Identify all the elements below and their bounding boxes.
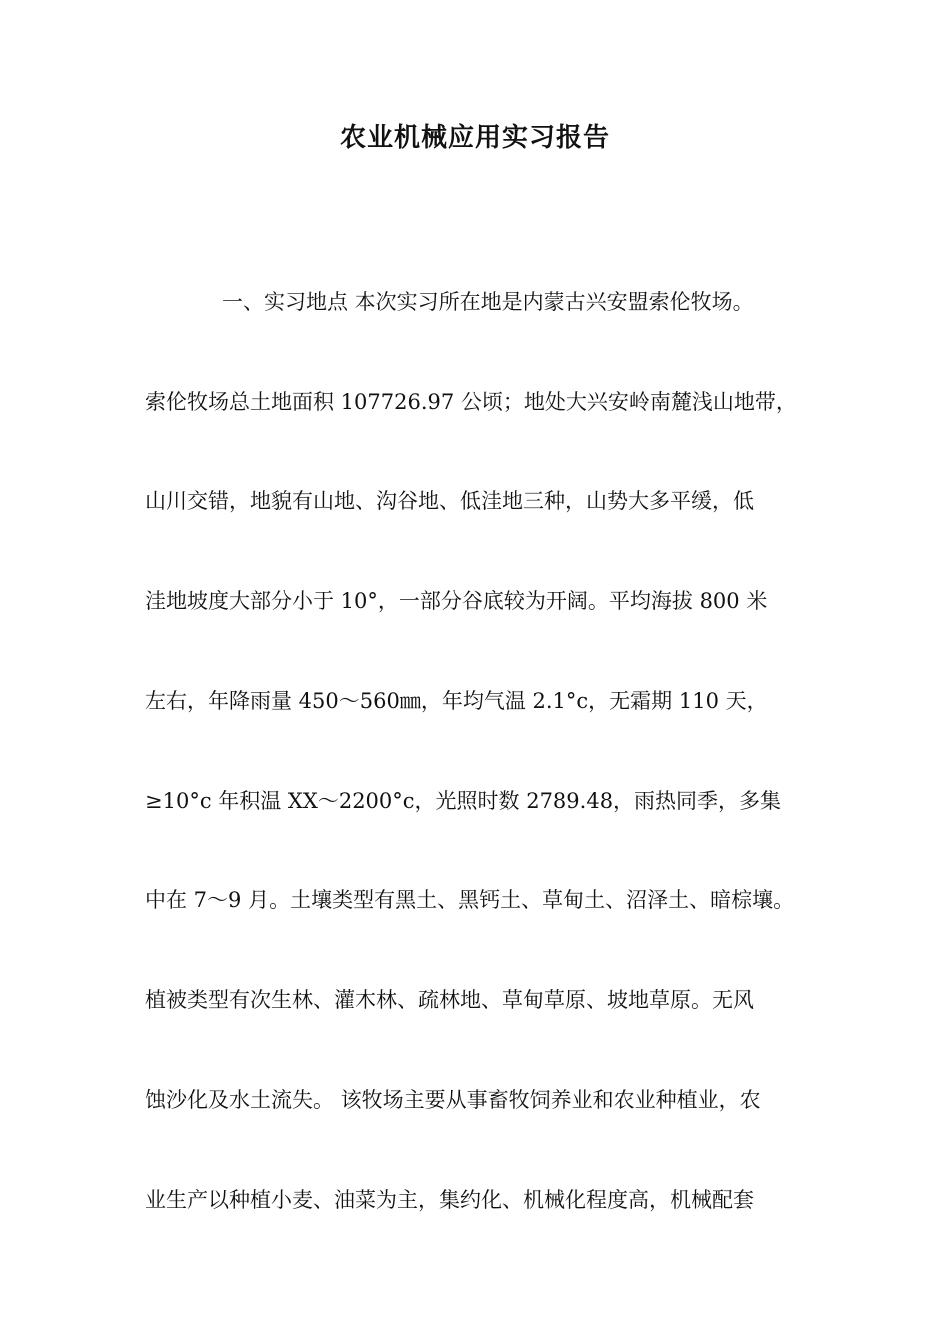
paragraph-line-8: 植被类型有次生林、灌木林、疏林地、草甸草原、坡地草原。无风 xyxy=(145,988,754,1012)
paragraph-line-9: 蚀沙化及水土流失。 该牧场主要从事畜牧饲养业和农业种植业，农 xyxy=(145,1088,761,1112)
paragraph-line-7: 中在 7～9 月。土壤类型有黑土、黑钙土、草甸土、沼泽土、暗棕壤。 xyxy=(145,888,795,912)
document-title: 农业机械应用实习报告 xyxy=(339,123,610,153)
paragraph-line-2: 索伦牧场总土地面积 107726.97 公顷；地处大兴安岭南麓浅山地带， xyxy=(145,390,797,414)
paragraph-line-10: 业生产以种植小麦、油菜为主，集约化、机械化程度高，机械配套 xyxy=(145,1188,754,1212)
paragraph-line-4: 洼地坡度大部分小于 10°，一部分谷底较为开阔。平均海拔 800 米 xyxy=(145,589,768,613)
paragraph-line-3: 山川交错，地貌有山地、沟谷地、低洼地三种，山势大多平缓，低 xyxy=(145,489,754,513)
paragraph-line-6: ≥10°c 年积温 XX～2200°c，光照时数 2789.48，雨热同季，多集 xyxy=(145,789,782,813)
paragraph-line-1: 一、实习地点 本次实习所在地是内蒙古兴安盟索伦牧场。 xyxy=(222,290,754,314)
paragraph-line-5: 左右，年降雨量 450～560㎜，年均气温 2.1°c，无霜期 110 天， xyxy=(145,689,768,713)
